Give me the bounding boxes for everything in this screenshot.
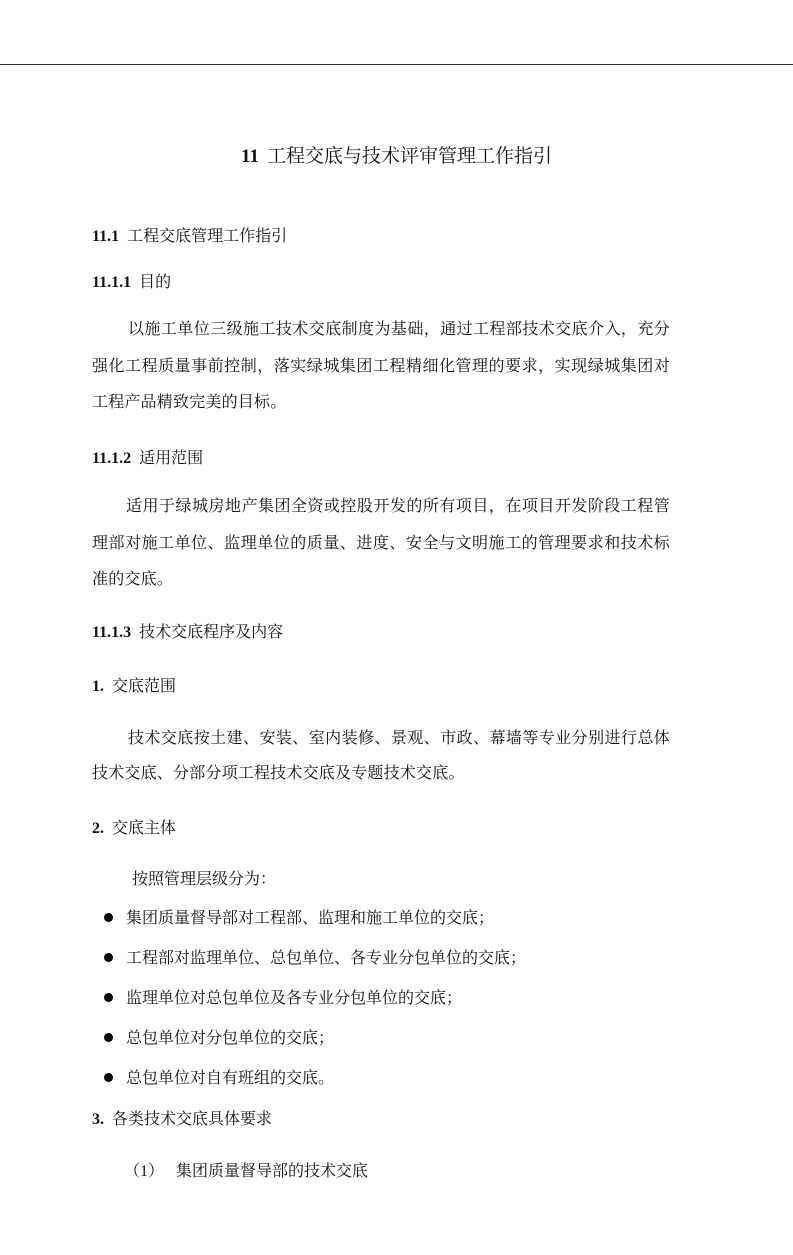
list-item: 总包单位对自有班组的交底。 — [104, 1069, 334, 1089]
header-rule — [0, 64, 793, 65]
paragraph-purpose: 以施工单位三级施工技术交底制度为基础，通过工程部技术交底介入，充分强化工程质量事前控制，落实绿城集团工程精细化管理的要求，实现绿城集团对工程产品精致完美的目标。 — [92, 321, 670, 411]
list-item: 集团质量督导部对工程部、监理和施工单位的交底； — [104, 909, 494, 929]
bullet-icon — [104, 1033, 113, 1042]
heading-11-1-3: 11.1.3 技术交底程序及内容 — [92, 624, 284, 641]
bullet-icon — [104, 913, 113, 922]
heading-3: 3. 各类技术交底具体要求 — [92, 1111, 273, 1128]
heading-11-1: 11.1 工程交底管理工作指引 — [92, 228, 288, 245]
heading-1: 1. 交底范围 — [92, 678, 177, 695]
bullet-icon — [104, 1073, 113, 1082]
page-title: 11 工程交底与技术评审管理工作指引 — [241, 146, 552, 167]
bullet-icon — [104, 993, 113, 1002]
heading-2: 2. 交底主体 — [92, 820, 177, 837]
heading-11-1-2: 11.1.2 适用范围 — [92, 450, 204, 467]
heading-11-1-1: 11.1.1 目的 — [92, 274, 172, 291]
subheading-1: （1） 集团质量督导部的技术交底 — [124, 1163, 369, 1180]
paragraph-levels: 按照管理层级分为： — [132, 871, 277, 888]
paragraph-range: 技术交底按土建、安装、室内装修、景观、市政、幕墙等专业分别进行总体技术交底、分部分项工程技术交底及专题技术交底。 — [92, 730, 670, 782]
paragraph-scope: 适用于绿城房地产集团全资或控股开发的所有项目，在项目开发阶段工程管理部对施工单位、监理单位的质量、进度、安全与文明施工的管理要求和技术标准的交底。 — [92, 498, 670, 588]
list-item: 总包单位对分包单位的交底； — [104, 1029, 334, 1049]
list-item: 工程部对监理单位、总包单位、各专业分包单位的交底； — [104, 949, 526, 969]
bullet-icon — [104, 953, 113, 962]
list-item: 监理单位对总包单位及各专业分包单位的交底； — [104, 989, 462, 1009]
